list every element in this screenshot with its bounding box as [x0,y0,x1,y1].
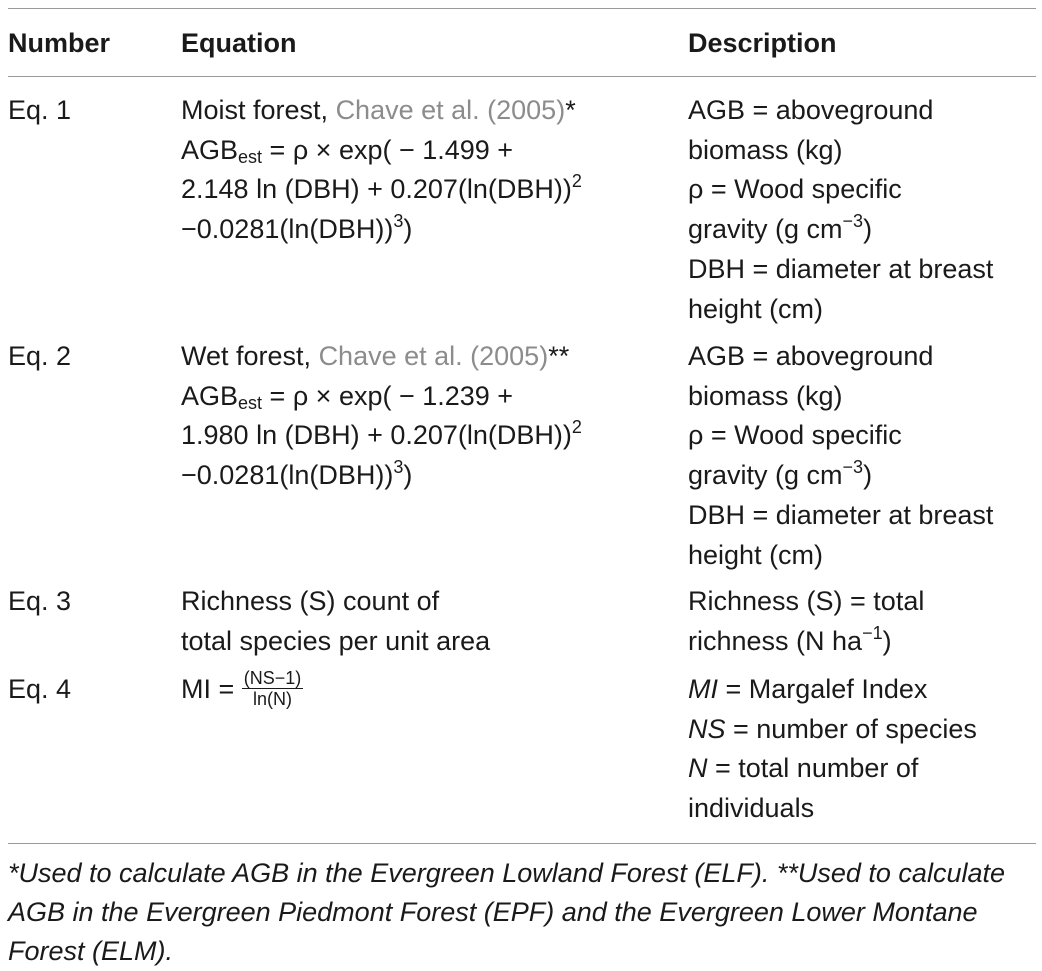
eq2-desc-close: ) [863,460,873,491]
eq1-exp2: 2 [571,171,582,192]
eq1-sub: est [238,146,263,167]
eq1-desc-line: ρ = Wood specific [688,174,902,205]
header-number: Number [8,28,111,58]
eq4-equation [181,670,303,711]
eq1-line3: −0.0281(ln(DBH)) [181,214,394,245]
eq1-desc-close: ) [863,214,873,245]
eq3-number: Eq. 3 [8,586,72,616]
eq3-desc-close: ) [882,625,892,656]
eq1-equation [181,91,582,250]
eq4-desc-text: = total number of [707,753,919,784]
eq1-number: Eq. 1 [8,95,72,125]
eq2-lhs: AGB [181,380,239,411]
eq2-desc-line: biomass (kg) [688,380,843,411]
eq2-desc-line: height (cm) [688,539,824,570]
eq3-desc-line: Richness (S) = total [688,586,925,616]
eq3-desc-line: richness (N ha [688,625,863,656]
eq2-description [688,337,993,575]
eq2-number: Eq. 2 [8,341,72,371]
eq1-close: ) [403,214,413,245]
eq1-desc-line: biomass (kg) [688,134,843,165]
eq4-number: Eq. 4 [8,674,72,704]
eq1-description [688,91,993,329]
eq1-line1: = ρ × exp( − 1.499 + [262,134,514,165]
eq3-equation [181,582,490,661]
eq1-desc-line: gravity (g cm [688,214,843,245]
eq3-line: total species per unit area [181,625,491,656]
eq1-lhs: AGB [181,134,239,165]
eq2-line2: 1.980 ln (DBH) + 0.207(ln(DBH)) [181,420,572,451]
eq1-desc-exp: −3 [842,211,864,232]
eq4-symbol: N [688,753,708,784]
eq3-desc-exp: −1 [862,622,883,643]
eq4-prefix: MI = [181,674,242,704]
eq4-desc-line: individuals [688,793,815,824]
eq3-description [688,582,924,661]
eq2-mark: ** [548,341,570,371]
eq4-numerator: (NS−1) [243,668,302,689]
eq2-line3: −0.0281(ln(DBH)) [181,460,394,491]
eq2-line1: = ρ × exp( − 1.239 + [262,380,514,411]
eq1-exp3: 3 [393,211,404,232]
eq2-close: ) [403,460,413,491]
eq3-line: Richness (S) count of [181,586,440,616]
eq4-desc-text: = number of species [725,713,977,744]
eq4-denominator: ln(N) [253,689,293,710]
eq1-line2: 2.148 ln (DBH) + 0.207(ln(DBH)) [181,174,572,205]
eq2-desc-line: ρ = Wood specific [688,420,902,451]
eq4-description [688,670,977,829]
eq4-symbol: MI [688,674,718,704]
eq2-exp2: 2 [571,417,582,438]
eq1-citation-link[interactable]: Chave et al. (2005) [335,95,566,125]
eq2-desc-line: AGB = aboveground [688,341,934,371]
eq4-fraction [242,668,304,709]
eq2-citation-link[interactable]: Chave et al. (2005) [318,341,549,371]
eq2-exp3: 3 [393,457,404,478]
eq1-forest: Moist forest, [181,95,329,125]
eq4-desc-text: = Margalef Index [718,674,928,704]
header-description: Description [688,28,837,58]
eq2-desc-exp: −3 [842,457,864,478]
eq2-equation [181,337,582,496]
table-footnote: *Used to calculate AGB in the Evergreen Lowland Forest (ELF). **Used to calculate AGB in the Evergreen Piedmont Forest (EPF) and the Evergreen Lower Montane Forest (ELM). [8,858,1005,966]
header-rule [8,76,1036,77]
header-equation: Equation [181,28,297,58]
eq2-forest: Wet forest, [181,341,312,371]
eq1-mark: * [565,95,576,125]
table-bottom-rule [8,843,1036,844]
eq1-desc-line: AGB = aboveground [688,95,934,125]
eq2-sub: est [238,392,263,413]
eq2-desc-line: gravity (g cm [688,460,843,491]
eq1-desc-line: height (cm) [688,293,824,324]
eq2-desc-line: DBH = diameter at breast [688,499,994,530]
eq1-desc-line: DBH = diameter at breast [688,253,994,284]
eq4-symbol: NS [688,713,726,744]
table-top-rule [8,8,1036,9]
